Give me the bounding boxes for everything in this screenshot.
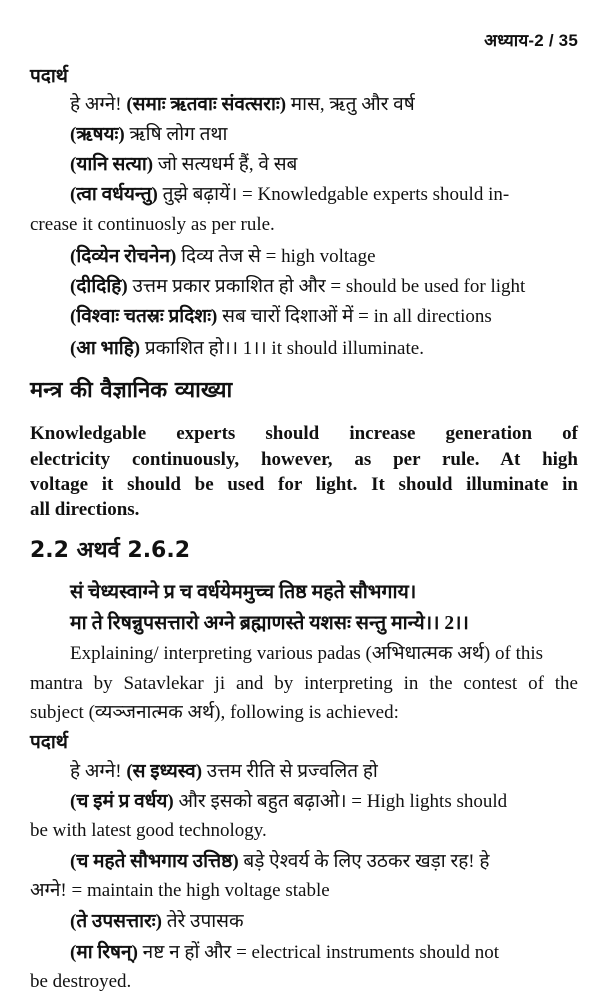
section-heading-atharva: 2.2 अथर्व 2.6.2: [30, 538, 191, 563]
term: (मा रिषन्): [70, 942, 138, 963]
text-fragment: सब चारों दिशाओं में = in all directions: [217, 306, 492, 327]
text-line: अग्ने! = maintain the high voltage stable: [30, 880, 330, 901]
paragraph-line: electricity continuously, however, as per rule. At high: [30, 449, 578, 470]
text-line: be with latest good technology.: [30, 820, 267, 841]
term: (त्वा वर्धयन्तु): [70, 184, 158, 205]
text-line: crease it continuosly as per rule.: [30, 214, 275, 235]
section-heading-scientific: मन्त्र की वैज्ञानिक व्याख्या: [30, 378, 233, 403]
term: (आ भाहि): [70, 338, 141, 359]
text-fragment: ऋषि लोग तथा: [124, 124, 228, 145]
text-fragment: प्रकाशित हो।। 1।। it should illuminate.: [140, 338, 424, 359]
text-line: [70, 152, 297, 178]
text-line: Explaining/ interpreting various padas (अभिधात्मक अर्थ) of this: [70, 643, 544, 664]
text-fragment: मास, ऋतु और वर्ष: [286, 94, 415, 115]
term: (च महते सौभगाय उत्तिष्ठ): [70, 851, 239, 872]
text-fragment: तेरे उपासक: [161, 911, 244, 932]
term: (यानि सत्या): [70, 154, 154, 175]
text-fragment: दिव्य तेज से = high voltage: [176, 246, 376, 267]
text-line: [70, 940, 499, 966]
paragraph-line: Knowledgable experts should increase generation of: [30, 423, 578, 444]
paragraph-line: voltage it should be used for light. It should illuminate in: [30, 474, 578, 495]
text-line: [70, 182, 509, 208]
term: (दिव्येन रोचनेन): [70, 246, 177, 267]
text-line: [70, 336, 424, 362]
text-line: [70, 92, 415, 118]
text-fragment: नष्ट न हों और = electrical instruments should not: [137, 942, 500, 963]
section-heading-padartha: पदार्थ: [30, 66, 68, 87]
term: (स इध्यस्व): [126, 761, 203, 782]
text-fragment: हे अग्ने!: [70, 94, 127, 115]
text-line: [70, 122, 227, 148]
mantra-line: सं चेध्यस्वाग्ने प्र च वर्धयेममुच्च तिष्ठ महते सौभगाय।: [70, 582, 417, 603]
text-line: [70, 274, 525, 300]
text-fragment: तुझे बढ़ायें। = Knowledgable experts should in-: [157, 184, 510, 205]
text-fragment: हे अग्ने!: [70, 761, 127, 782]
text-line: subject (व्यञ्जनात्मक अर्थ), following is achieved:: [30, 702, 399, 723]
text-fragment: जो सत्यधर्म हैं, वे सब: [153, 154, 298, 175]
text-fragment: बड़े ऐश्वर्य के लिए उठकर खड़ा रह! हे: [238, 851, 490, 872]
text-line: [70, 244, 376, 270]
text-line: mantra by Satavlekar ji and by interpreting in the contest of the: [30, 673, 578, 694]
text-line: be destroyed.: [30, 971, 132, 992]
text-line: [70, 789, 507, 815]
text-fragment: उत्तम रीति से प्रज्वलित हो: [202, 761, 378, 782]
paragraph-line: all directions.: [30, 499, 140, 520]
text-line: [70, 849, 489, 875]
page-header: अध्याय-2 / 35: [484, 31, 578, 50]
text-line: [70, 304, 492, 330]
term: (ऋषयः): [70, 124, 125, 145]
text-fragment: उत्तम प्रकार प्रकाशित हो और = should be used for light: [127, 276, 526, 297]
section-heading-padartha: पदार्थ: [30, 732, 68, 753]
term: (दीदिहि): [70, 276, 128, 297]
text-fragment: और इसको बहुत बढ़ाओ। = High lights should: [173, 791, 508, 812]
text-line: [70, 759, 378, 785]
term: (समाः ऋतवाः संवत्सराः): [126, 94, 287, 115]
term: (ते उपसत्तारः): [70, 911, 162, 932]
term: (विश्वाः चतस्रः प्रदिशः): [70, 306, 218, 327]
mantra-line: मा ते रिषन्नुपसत्तारो अग्ने ब्रह्माणस्ते यशसः सन्तु मान्ये।। 2।।: [70, 613, 469, 634]
term: (च इमं प्र वर्धय): [70, 791, 174, 812]
text-line: [70, 909, 244, 935]
